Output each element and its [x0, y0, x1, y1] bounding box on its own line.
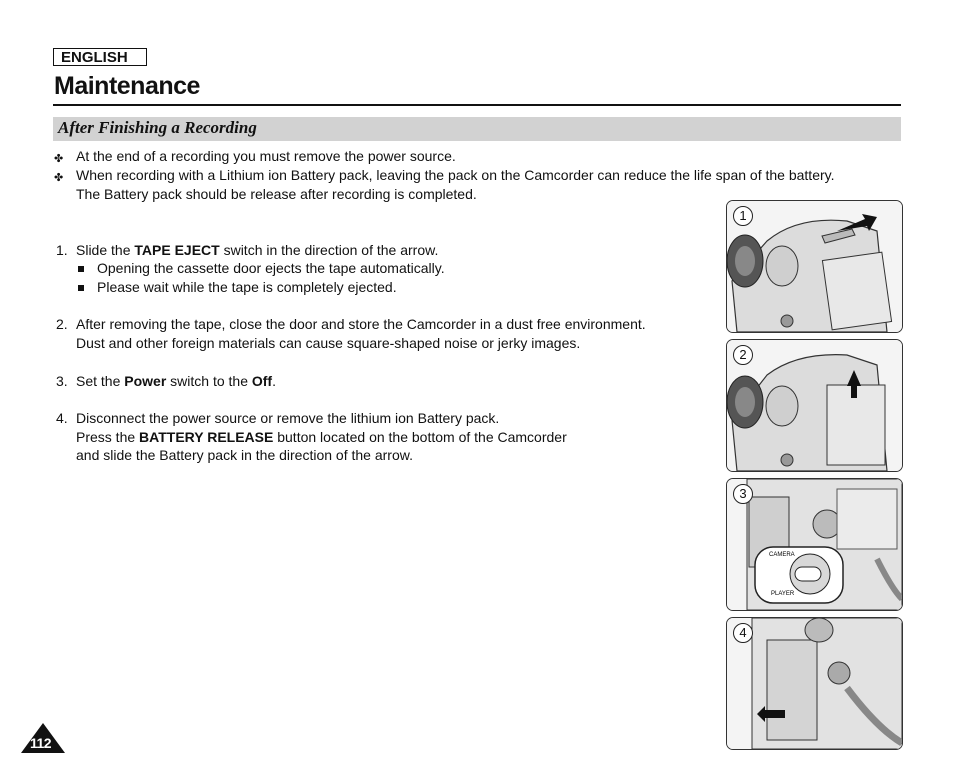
- language-label: ENGLISH: [61, 48, 128, 66]
- title-divider: [53, 104, 901, 106]
- step-1-sub-2: Please wait while the tape is completely ejected.: [97, 279, 397, 295]
- step-1-text: [76, 241, 438, 260]
- cross-bullet-icon: ✤: [54, 153, 64, 165]
- step-3-pre: Set the: [76, 373, 125, 389]
- step-4-line-3: and slide the Battery pack in the direction of the arrow.: [76, 447, 413, 463]
- step-3-bold-power: Power: [124, 373, 167, 389]
- step-number: 3.: [56, 373, 68, 389]
- step-1-sub-1: Opening the cassette door ejects the tape automatically.: [97, 260, 445, 276]
- page-title: Maintenance: [54, 72, 200, 100]
- figure-number-3: 3: [733, 484, 753, 504]
- figure-panel-3: [726, 478, 903, 611]
- figure-panel-4: [726, 617, 903, 750]
- section-heading: After Finishing a Recording: [58, 118, 257, 137]
- figure-panel-1: [726, 200, 903, 333]
- camcorder-door-close-illustration: [727, 340, 902, 471]
- intro-bullet-1: At the end of a recording you must remove the power source.: [76, 148, 456, 164]
- language-badge: [53, 48, 147, 66]
- figure-number-2: 2: [733, 345, 753, 365]
- step-3-bold-off: Off: [251, 373, 273, 389]
- step-number: 1.: [56, 242, 68, 258]
- cross-bullet-icon: ✤: [54, 172, 64, 184]
- figure-panel-2: [726, 339, 903, 472]
- figure-number-4: 4: [733, 623, 753, 643]
- step-3-post: .: [272, 373, 276, 389]
- step-4-line-1: Disconnect the power source or remove the lithium ion Battery pack.: [76, 410, 500, 426]
- step-1-bold: TAPE EJECT: [134, 242, 220, 258]
- dial-label-player: PLAYER: [771, 591, 795, 597]
- step-3-mid: switch to the: [166, 373, 252, 389]
- intro-bullet-2: When recording with a Lithium ion Battery pack, leaving the pack on the Camcorder can reduce the life span of the battery.: [76, 167, 835, 183]
- step-1-pre: Slide the: [76, 242, 135, 258]
- figure-number-1: 1: [733, 206, 753, 226]
- page-number: 112: [30, 735, 52, 751]
- step-number: 2.: [56, 316, 68, 332]
- step-3-text: [76, 372, 276, 391]
- step-1-post: switch in the direction of the arrow.: [219, 242, 439, 258]
- step-2-line-2: Dust and other foreign materials can cause square-shaped noise or jerky images.: [76, 335, 581, 351]
- dial-label-camera: CAMERA: [769, 552, 795, 558]
- step-2-line-1: After removing the tape, close the door and store the Camcorder in a dust free environment.: [76, 316, 646, 332]
- step-number: 4.: [56, 410, 68, 426]
- power-switch-illustration: [727, 479, 902, 610]
- intro-bullet-2-cont: The Battery pack should be release after recording is completed.: [76, 186, 477, 202]
- section-heading-bar: [53, 117, 901, 141]
- battery-release-illustration: [727, 618, 902, 749]
- camcorder-tape-eject-illustration: [727, 201, 902, 332]
- step-4-post: button located on the bottom of the Camcorder: [273, 429, 567, 445]
- square-bullet-icon: [78, 285, 84, 291]
- step-4-pre: Press the: [76, 429, 140, 445]
- square-bullet-icon: [78, 266, 84, 272]
- step-4-line-2: [76, 428, 567, 447]
- step-4-bold: BATTERY RELEASE: [139, 429, 274, 445]
